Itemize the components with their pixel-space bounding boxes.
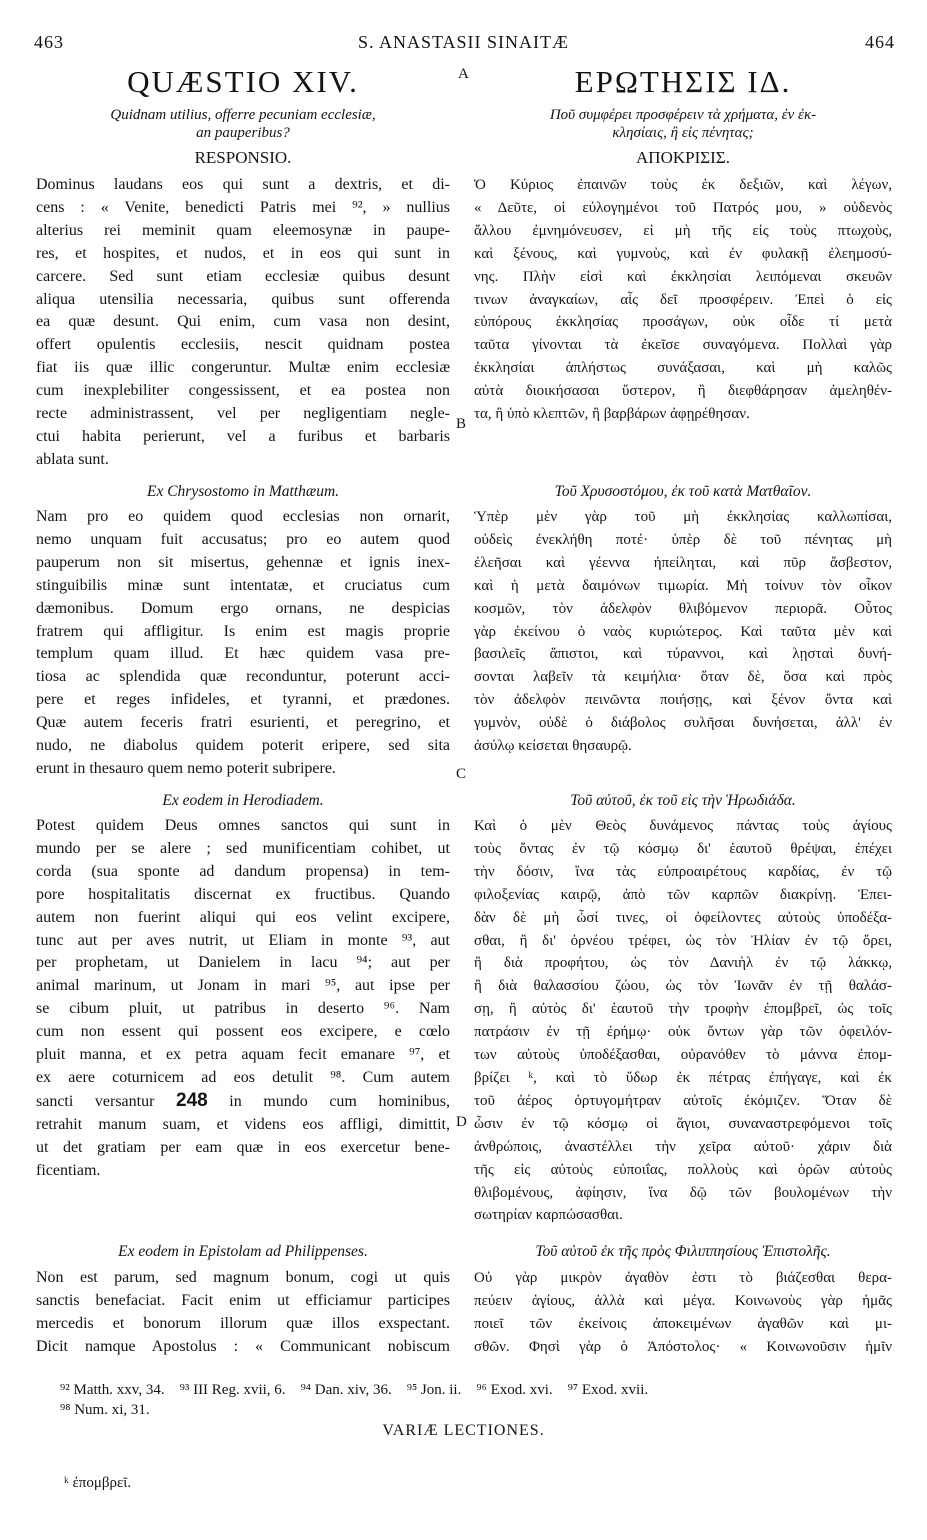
section-heading: Ex Chrysostomo in Matthæum.	[146, 483, 340, 500]
text-line: γυμνὸν, οὐδὲ ὁ διάβολος συλῆσαι δυνήσεται, ἀλλ' ἐν	[474, 715, 892, 732]
greek-paragraph-3	[474, 815, 892, 1227]
greek-response-heading: ΑΠΟΚΡΙΣΙΣ.	[636, 148, 730, 167]
page-number-left: 463	[34, 32, 64, 52]
text-line: pluit manna, et ex petra aquam fecit emanare ⁹⁷, et	[36, 1046, 450, 1064]
variae-lectiones-heading: VARIÆ LECTIONES.	[382, 1422, 545, 1439]
text-line: res, et hospites, et nudos, et in eos qui sunt in	[36, 244, 450, 262]
text-line: offert opulentis ecclesiis, nescit quidnam postea	[36, 336, 450, 354]
latin-paragraph-4	[36, 1267, 450, 1359]
text-line: ἀσύλῳ κείσεται θησαυρῷ.	[474, 738, 632, 755]
text-line: aliqua utensilia necessaria, quibus sunt offerenda	[36, 290, 450, 308]
greek-question-subtitle	[474, 106, 892, 142]
text-line: τα, ἢ ὑπὸ κλεπτῶν, ἢ βαρβάρων ἀφῃρέθησαν.	[474, 406, 750, 423]
footnote-row	[60, 1380, 890, 1400]
text-line: « Δεῦτε, οἱ εὐλογημένοι τοῦ Πατρός μου, » οὐδενὸς	[474, 199, 892, 216]
text-line: Non est parum, sed magnum bonum, cogi ut quis	[36, 1269, 450, 1286]
greek-paragraph-1	[474, 174, 892, 426]
text-line: nudo, ne diabolus quidem poterit eripere, sed sita	[36, 737, 450, 755]
text-line: pore hospitalitatis discernat ex fructibus. Quando	[36, 885, 450, 903]
text-line: ἐκκλησίαι ἀπλήστως συνάξασαι, καὶ μὴ καλῶς	[474, 360, 892, 377]
text-line: dæmonibus. Domum ergo ornans, ne despicias	[36, 599, 450, 617]
latin-heading-chrysostom	[36, 483, 450, 501]
text-line: σθαι, ἢ δι' ὀρνέου τρέφει, ὡς τὸν Ἠλίαν ἐν τῷ ὄρει,	[474, 932, 892, 949]
footnote: ⁹⁷ Exod. xvii.	[567, 1382, 649, 1398]
latin-paragraph-2	[36, 506, 450, 781]
text-line: autem non fuerint aliqui qui eos velint excipere,	[36, 908, 450, 926]
greek-paragraph-2	[474, 506, 892, 758]
text-line: γὰρ ἐκείνου ὁ ναὸς κυριώτερος. Καὶ ταῦτα μὲν καὶ	[474, 623, 892, 640]
text-line: σῃ, ἢ αὐτὸς δι' ἑαυτοῦ τὴν τροφὴν ἐπομβρεῖ, ὡς τοῖς	[474, 1001, 892, 1018]
text-line: alterius rei meminit quam eleemosynæ in paupe-	[36, 221, 450, 239]
text-line: Ὁ Κύριος ἐπαινῶν τοὺς ἐκ δεξιῶν, καὶ λέγων,	[474, 177, 892, 193]
section-heading: Τοῦ αὐτοῦ, ἐκ τοῦ εἰς τὴν Ἡρωδιάδα.	[570, 792, 796, 809]
text-line: Ὑπὲρ μὲν γὰρ τοῦ μὴ ἐκκλησίας καλλωπίσαι,	[474, 509, 892, 525]
text-line: cum inexplebiliter congessissent, et ea postea non	[36, 382, 450, 400]
text-line: stinguibilis minæ sunt intentatæ, et cruciatus cum	[36, 576, 450, 594]
text-line: ἐλεῆσαι καὶ γέεννα ἠπείληται, καὶ πῦρ ἄσβεστον,	[474, 554, 892, 571]
text-line: recte administrassent, vel per negligentiam negle-	[36, 405, 450, 423]
text-line: ἢ διὰ θαλασσίου ζώου, ὡς τὸν Ἰωνᾶν ἐν τῇ θαλάσ-	[474, 978, 892, 995]
text-line: τοῦ ἀέρος ὀρτυγομήτραν αὐτοῖς ἐκόμιζεν. Ὅταν δὲ	[474, 1092, 892, 1109]
text-fragment: in mundo cum hominibus,	[229, 1092, 451, 1110]
footnote: ⁹³ III Reg. xvii, 6.	[179, 1382, 286, 1398]
text-line: πατράσιν ἐν τῇ ἐρήμῳ· οὐκ ὄντων γὰρ τῶν ὀφειλόν-	[474, 1024, 892, 1041]
section-heading: Ex eodem in Epistolam ad Philippenses.	[118, 1243, 368, 1260]
text-line: Καὶ ὁ μὲν Θεὸς δυνάμενος πάντας τοὺς ἁγίους	[474, 818, 892, 834]
text-line: σθῶν. Φησὶ γὰρ ὁ Ἀπόστολος· « Κοινωνοῦσιν ἡμῖν	[474, 1338, 892, 1355]
text-line: τοὺς ὄντας ἐν τῷ κόσμῳ δι' ἑαυτοῦ θρέψαι, ἐπέχει	[474, 840, 892, 857]
text-line: ablata sunt.	[36, 450, 109, 468]
text-line: per prophetam, ut Danielem in lacu ⁹⁴; aut per	[36, 954, 450, 972]
latin-question-title: QUÆSTIO XIV.	[127, 64, 359, 99]
latin-paragraph-3	[36, 815, 450, 1183]
latin-heading-philippians	[36, 1243, 450, 1261]
text-line: ctui habita perierunt, vel a furibus et barbaris	[36, 427, 450, 445]
text-line: erunt in thesauro quem nemo poterit subripere.	[36, 759, 336, 777]
text-line: pauperum non sit misertus, gehennæ et ignis inex-	[36, 553, 450, 571]
margin-marker-c: C	[456, 766, 467, 782]
text-line: ὦσιν ἐν τῷ κόσμῳ οἱ ἅγιοι, συναναστρεφόμενοι τοῖς	[474, 1115, 892, 1132]
text-line: δὰν δὲ μὴ ὦσί τινες, οἱ ὀφείλοντες αὐτοὺς ὑποδέξα-	[474, 909, 892, 926]
latin-subtitle-line: an pauperibus?	[196, 125, 290, 141]
text-line: ἢ διὰ προφήτου, ὡς τὸν Δανιὴλ ἐν τῷ λάκκῳ,	[474, 955, 892, 972]
text-line: se cibum pluit, ut patribus in deserto ⁹⁶. Nam	[36, 1000, 450, 1018]
section-heading: Τοῦ αὐτοῦ ἐκ τῆς πρὸς Φιλιππησίους Ἐπιστολῆς.	[535, 1243, 831, 1260]
footnotes	[60, 1380, 890, 1420]
text-line: εὐπόρους ἐκκλησίας προσάγων, οὐκ οἶδε τί μετὰ	[474, 314, 892, 331]
greek-heading-chrysostom	[474, 483, 892, 501]
text-line: βασιλεῖς ἄπιστοι, καὶ τύραννοι, καὶ λῃσταὶ δυνή-	[474, 646, 892, 663]
latin-heading-herodias	[36, 792, 450, 810]
column-number: 248	[176, 1089, 208, 1111]
text-line: corda (sua sponte ad dandum propensa) in tem-	[36, 862, 450, 880]
margin-marker-b: B	[456, 416, 467, 432]
latin-response-heading: RESPONSIO.	[194, 148, 292, 167]
text-line: mundo per se alere ; sed munificentiam cohibet, ut	[36, 839, 450, 857]
footnote: ⁹⁶ Exod. xvi.	[476, 1382, 553, 1398]
greek-subtitle-line: Ποῦ συμφέρει προσφέρειν τὰ χρήματα, ἐν ἐκ-	[549, 107, 817, 123]
text-line: ea quæ desunt. Qui enim, cum vasa non desint,	[36, 313, 450, 331]
text-line: ut det gratiam per eam quæ in eos exercetur bene-	[36, 1138, 450, 1156]
text-line	[36, 1090, 450, 1114]
variant-reading: ᵏ ἐπομβρεῖ.	[64, 1475, 132, 1491]
text-line: τὸν ἀδελφὸν πεινῶντα ποιήσῃς, καὶ ξένον ὄντα καὶ	[474, 692, 892, 709]
section-heading: Ex eodem in Herodiadem.	[162, 792, 324, 809]
text-line: fratrem qui affligitur. Is enim est magis proprie	[36, 622, 450, 640]
text-line: καὶ ξένους, καὶ γυμνοὺς, καὶ ἐν φυλακῇ ἐλεημοσύ-	[474, 245, 892, 262]
running-title: S. ANASTASII SINAITÆ	[357, 32, 570, 52]
text-line: tiosa ac splendida quæ reconduntur, poterunt acci-	[36, 668, 450, 686]
text-line: καὶ ἡ μετὰ δαιμόνων τιμωρία. Μὴ τοίνυν τὸν οἶκον	[474, 577, 892, 594]
footnote: ⁹⁴ Dan. xiv, 36.	[300, 1382, 392, 1398]
text-line: βρίζει ᵏ, καὶ τὸ ὕδωρ ἐκ πέτρας ἐπήγαγε, καὶ ἐκ	[474, 1069, 892, 1086]
text-line: νης. Πλὴν εἰσὶ καὶ ἐκκλησίαι λειπόμεναι σκευῶν	[474, 268, 892, 285]
text-line: mercedis et bonorum illorum quæ illos exspectant.	[36, 1314, 450, 1332]
text-line: Potest quidem Deus omnes sanctos qui sunt in	[36, 817, 450, 834]
text-line: ποιεῖ τῶν ἐκείνοις ἀποκειμένων ἀγαθῶν καὶ μι-	[474, 1315, 892, 1332]
text-line: sanctis benefaciat. Facit enim ut efficiamur participes	[36, 1291, 450, 1309]
latin-subtitle-line: Quidnam utilius, offerre pecuniam ecclesiæ,	[110, 107, 376, 123]
text-line: ἄλλου ἐμνημόνευσεν, εἰ μὴ τῆς εἰς τοὺς πτωχοὺς,	[474, 222, 892, 239]
section-heading: Τοῦ Χρυσοστόμου, ἐκ τοῦ κατὰ Ματθαῖον.	[554, 483, 812, 500]
greek-question-title: ΕΡΩΤΗΣΙΣ ΙΔ.	[574, 64, 792, 99]
text-line: Quæ autem feceris fratri esurienti, et peregrino, et	[36, 714, 450, 732]
text-line: τὴν δόσιν, ἵνα τὰς εὐπροαιρέτους καρδίας, ἐν τῷ	[474, 863, 892, 880]
text-line: ταῦτα γίνονται τὰ ἐκεῖσε συναγόμενα. Πολλαὶ γὰρ	[474, 337, 892, 354]
text-line: πεύειν ἁγίους, ἀλλὰ καὶ μέγα. Κοινωνοὺς γὰρ ἡμᾶς	[474, 1292, 892, 1309]
text-line: αὐτὰ διοικήσασαι ὕστερον, ἢ διεφθάρησαν ἀμεληθέν-	[474, 383, 892, 400]
text-line: Dominus laudans eos qui sunt a dextris, et di-	[36, 176, 450, 193]
text-line: cens : « Venite, benedicti Patris mei ⁹², » nullius	[36, 198, 450, 216]
text-line: οὐδεὶς ἐνεκλήθη ποτέ· ὑπὲρ δὲ τοῦ πένητας μὴ	[474, 531, 892, 548]
text-line: templum quam illud. Et hæc quidem vasa pre-	[36, 645, 450, 663]
page-number-right: 464	[865, 32, 895, 52]
footnote: ⁹⁵ Jon. ii.	[406, 1382, 462, 1398]
greek-heading-herodias	[474, 792, 892, 810]
text-line: nemo unquam fuit accusatus; pro eo autem quod	[36, 530, 450, 548]
text-line: φιλοξενίας καιρῷ, ἀπὸ τῶν καρπῶν διακρίνῃ. Ἐπει-	[474, 886, 892, 903]
latin-question-subtitle	[36, 106, 450, 142]
text-line: ex aere coturnicem ad eos detulit ⁹⁸. Cum autem	[36, 1068, 450, 1086]
text-line: carcere. Sed sunt etiam ecclesiæ quibus desunt	[36, 267, 450, 285]
text-line: Nam pro eo quidem quod ecclesias non ornarit,	[36, 508, 450, 525]
margin-marker-a: A	[458, 66, 469, 82]
footnote: ⁹² Matth. xxv, 34.	[60, 1382, 165, 1398]
text-line: σονται λαβεῖν τὰ κειμήλια· ὅταν δὲ, ὅσα καὶ πρὸς	[474, 669, 892, 686]
text-line: Dicit namque Apostolus : « Communicant nobiscum	[36, 1337, 450, 1355]
greek-subtitle-line: κλησίαις, ἢ εἰς πένητας;	[612, 125, 754, 141]
text-line: Οὐ γὰρ μικρὸν ἀγαθὸν ἐστι τὸ βιάζεσθαι θερα-	[474, 1270, 892, 1286]
text-line: retrahit manum suam, et videns eos affligi, dimittit,	[36, 1115, 450, 1133]
text-line: animal marinum, ut Jonam in mari ⁹⁵, aut ipse per	[36, 977, 450, 995]
greek-heading-philippians	[474, 1243, 892, 1261]
text-line: τινων ἀναγκαίων, αἷς δεῖ προσφέρειν. Ἐπεὶ ὁ εἰς	[474, 291, 892, 308]
text-line: θλιβομένους, ἀφίησιν, ἵνα δῷ τῶν βουλομένων τὴν	[474, 1184, 892, 1201]
text-fragment: sancti versantur	[36, 1092, 155, 1110]
text-line: τῆς εἰς αὐτοὺς εὐποιΐας, πολλοὺς καὶ ὁρῶν αὐτοὺς	[474, 1161, 892, 1178]
text-line: tunc aut per aves nutrit, ut Eliam in monte ⁹³, aut	[36, 931, 450, 949]
text-line: ἀνθρώποις, ἀναστέλλει τὴν χεῖρα αὐτοῦ· χάριν διὰ	[474, 1138, 892, 1155]
latin-paragraph-1	[36, 174, 450, 472]
text-line: ficentiam.	[36, 1161, 101, 1179]
margin-marker-d: D	[456, 1114, 467, 1130]
text-line: κοσμῶν, τὸν ἀδελφὸν θλιβόμενον περιορᾶ. Οὗτος	[474, 600, 892, 617]
text-line: των αὐτοὺς ὑποδέξασθαι, οὐρανόθεν τὸ μάννα ἐπομ-	[474, 1047, 892, 1064]
text-line: fiat iis quæ illic congeruntur. Multæ enim ecclesiæ	[36, 359, 450, 377]
text-line: σωτηρίαν καρπώσασθαι.	[474, 1207, 623, 1224]
greek-paragraph-4	[474, 1267, 892, 1359]
footnote: ⁹⁸ Num. xi, 31.	[60, 1402, 150, 1418]
footnote-row	[60, 1400, 890, 1420]
text-line: pere et reges infideles, et tyranni, et prædones.	[36, 691, 450, 709]
text-line: cum non essent qui possent eos excipere, e cœlo	[36, 1023, 450, 1041]
